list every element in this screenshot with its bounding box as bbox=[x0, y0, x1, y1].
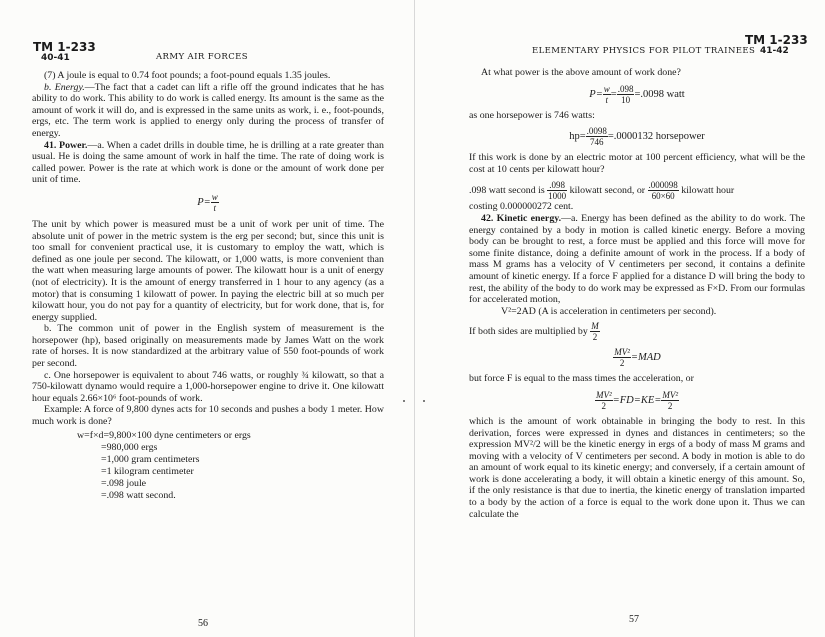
both-sides-text: If both sides are multiplied by bbox=[469, 326, 588, 338]
running-head: ELEMENTARY PHYSICS FOR PILOT TRAINEES bbox=[532, 46, 756, 56]
para-joule: (7) A joule is equal to 0.74 foot pounds; a foot-pound equals 1.35 joules. bbox=[44, 70, 331, 81]
para-example: Example: A force of 9,800 dynes acts for 10 seconds and pushes a body 1 meter. How much work is done? bbox=[32, 404, 384, 428]
hp-calc bbox=[469, 126, 805, 147]
work-line: =.098 joule bbox=[101, 477, 147, 489]
mad-num: MV² bbox=[614, 347, 630, 358]
v2-line: V²=2AD (A is acceleration in centimeters per second). bbox=[501, 305, 717, 317]
right-page bbox=[415, 0, 825, 637]
work-line: w=f×d=9,800×100 dyne centimeters or ergs bbox=[77, 429, 251, 441]
cost-den1: 1000 bbox=[548, 191, 567, 202]
both-sides-num: M bbox=[591, 321, 599, 332]
cost-num2: .000098 bbox=[648, 180, 678, 191]
work-line: =1,000 gram centimeters bbox=[101, 453, 200, 465]
power-formula bbox=[32, 192, 384, 213]
paragraph-range: 40-41 bbox=[41, 53, 70, 63]
para-energy bbox=[32, 82, 384, 140]
mad-rhs: =MAD bbox=[630, 352, 661, 364]
para-power bbox=[32, 140, 384, 186]
cost-den2: 60×60 bbox=[651, 191, 675, 202]
cost-part2: kilowatt second, or bbox=[569, 185, 646, 197]
work-calculation bbox=[32, 430, 384, 502]
cost-question: If this work is done by an electric motor at 100 percent efficiency, what will be the cost at 10 cents per kilowatt hour? bbox=[469, 152, 805, 175]
power-heading: 41. Power. bbox=[44, 139, 88, 151]
kinetic-heading: 42. Kinetic energy. bbox=[481, 212, 562, 224]
power-calc-den1: t bbox=[605, 94, 609, 105]
para-unit: The unit by which power is measured must be a unit of work per unit of time. The absolute unit of power in the metric system is the erg per second; but, since this unit is too small for convenient practical use, it is customary to employ the watt, which is defined as one joule per second. The kilowatt, or 1,000 watts, is more convenient than the watt when measuring large amounts of power. The kilowatt hour is a unit of energy (not of electricity). It is the amount of energy transferred in 1 hour to any agency (as a motor) that is consuming 1 kilowatt of power. In paying the electric bill at so much per kilowatt hour, you do not pay for a quantity of electricity, but for work done, that is, for energy supplied. bbox=[32, 218, 384, 323]
cost-num1: .098 bbox=[547, 180, 567, 191]
ke-num1: MV² bbox=[595, 389, 612, 400]
para-kinetic bbox=[469, 213, 805, 306]
mad-den: 2 bbox=[619, 358, 625, 369]
hp-calc-result: =.0000132 horsepower bbox=[607, 131, 705, 143]
both-sides-line bbox=[469, 321, 805, 342]
power-calc-den2: 10 bbox=[621, 94, 631, 105]
power-formula-den: t bbox=[213, 202, 216, 213]
power-text: —a. When a cadet drills in double time, he is drilling at a rate greater than usual. He is doing the same amount of work in half the time. The rate of doing work is called power. Power is the rate at which work is done or the amount of work done per unit of time. bbox=[32, 139, 384, 186]
ke-den1: 2 bbox=[601, 400, 607, 411]
tm-number: TM 1-233 bbox=[33, 40, 96, 54]
both-sides-den: 2 bbox=[592, 332, 598, 343]
kinetic-text: —a. Energy has been defined as the ability to do work. The energy contained by a body in motion is called kinetic energy. Before a moving body can be brought to rest, a force must be applied and this force will move for some finite distance, doing a definite amount of work in the process. If a body of mass M grams has a velocity of V centimeters per second, it contains a definite amount of kinetic energy. If a force F applied for a distance D will bring the body to rest, the ability of the body to do work may be expressed as F×D. From our formulas for accelerated motion, bbox=[469, 212, 806, 306]
cost-answer bbox=[469, 180, 805, 201]
ke-formula bbox=[469, 390, 805, 411]
cost-part1: .098 watt second is bbox=[469, 185, 545, 197]
hp-intro: as one horsepower is 746 watts: bbox=[469, 109, 595, 121]
left-body bbox=[32, 70, 384, 502]
energy-text: —The fact that a cadet can lift a rifle off the ground indicates that he has ability to do work. This ability to do work is called energy. Its amount is the same as the amount of work it will do, and is expressed in the same units as work, i. e., foot-pounds, ergs, etc. The term work is applied to energy only during the process of transfer of energy. bbox=[32, 81, 384, 139]
power-calc bbox=[469, 84, 805, 105]
power-calc-num2: .098 bbox=[617, 83, 634, 94]
power-calc-num1: w bbox=[603, 83, 610, 94]
power-calc-eq: = bbox=[610, 88, 617, 100]
cost-result: costing 0.000000272 cent. bbox=[469, 201, 574, 213]
ke-mid: =FD=KE= bbox=[612, 394, 662, 406]
final-para: which is the amount of work obtainable in bringing the body to rest. In this derivation, forces were expressed in dynes and distances in centimeters; so the expression MV²/2 will be the kinetic energy in ergs of a body of mass M grams and moving with a velocity of V centimeters per second. A body in motion is able to do an amount of work equal to its kinetic energy; and conversely, if a certain amount of work is done accelerating a body, it will obtain a kinetic energy of this amount. So, if the only resistance is that due to inertia, the kinetic energy of translation imparted to a body by the action of a force is equal to the work done upon it. Thus we can calculate the bbox=[469, 415, 805, 520]
para-kilowatt: c. One horsepower is equivalent to about 746 watts, or roughly ¾ kilowatt, so that a 750-kilowatt dynamo would require a 1,000-horsepower engine to drive it. One kilowatt hour equals 2.66×10⁶ foot-pounds of work. bbox=[32, 369, 384, 404]
force-text: but force F is equal to the mass times the acceleration, or bbox=[469, 373, 694, 385]
work-line: =980,000 ergs bbox=[101, 441, 158, 453]
power-calc-lhs: P= bbox=[589, 88, 603, 100]
hp-calc-num: .0098 bbox=[586, 126, 607, 137]
ke-num2: MV² bbox=[662, 389, 679, 400]
energy-label: b. Energy. bbox=[44, 81, 85, 93]
power-formula-lhs: P= bbox=[197, 196, 211, 208]
speck bbox=[403, 400, 405, 402]
hp-calc-den: 746 bbox=[590, 137, 604, 148]
work-line: =.098 watt second. bbox=[101, 489, 176, 501]
q-power: At what power is the above amount of work done? bbox=[481, 67, 681, 78]
speck bbox=[423, 400, 425, 402]
mad-formula bbox=[469, 347, 805, 368]
tm-number: TM 1-233 bbox=[745, 33, 808, 47]
ke-den2: 2 bbox=[667, 400, 673, 411]
hp-calc-lhs: hp= bbox=[569, 131, 586, 143]
right-body bbox=[469, 67, 805, 520]
work-line: =1 kilogram centimeter bbox=[101, 465, 194, 477]
running-head: ARMY AIR FORCES bbox=[156, 52, 248, 62]
paragraph-range: 41-42 bbox=[760, 46, 789, 56]
para-horsepower: b. The common unit of power in the English system of measurement is the horsepower (hp), based originally on measurements made by James Watt on the work rate of horses. It is now standardized at the arbitrary value of 550 foot-pounds of work per second. bbox=[32, 323, 384, 370]
cost-part3: kilowatt hour bbox=[681, 185, 735, 197]
power-calc-result: =.0098 watt bbox=[634, 88, 685, 100]
page-number: 57 bbox=[629, 614, 639, 625]
page-number: 56 bbox=[198, 618, 208, 629]
power-formula-num: w bbox=[211, 191, 218, 202]
